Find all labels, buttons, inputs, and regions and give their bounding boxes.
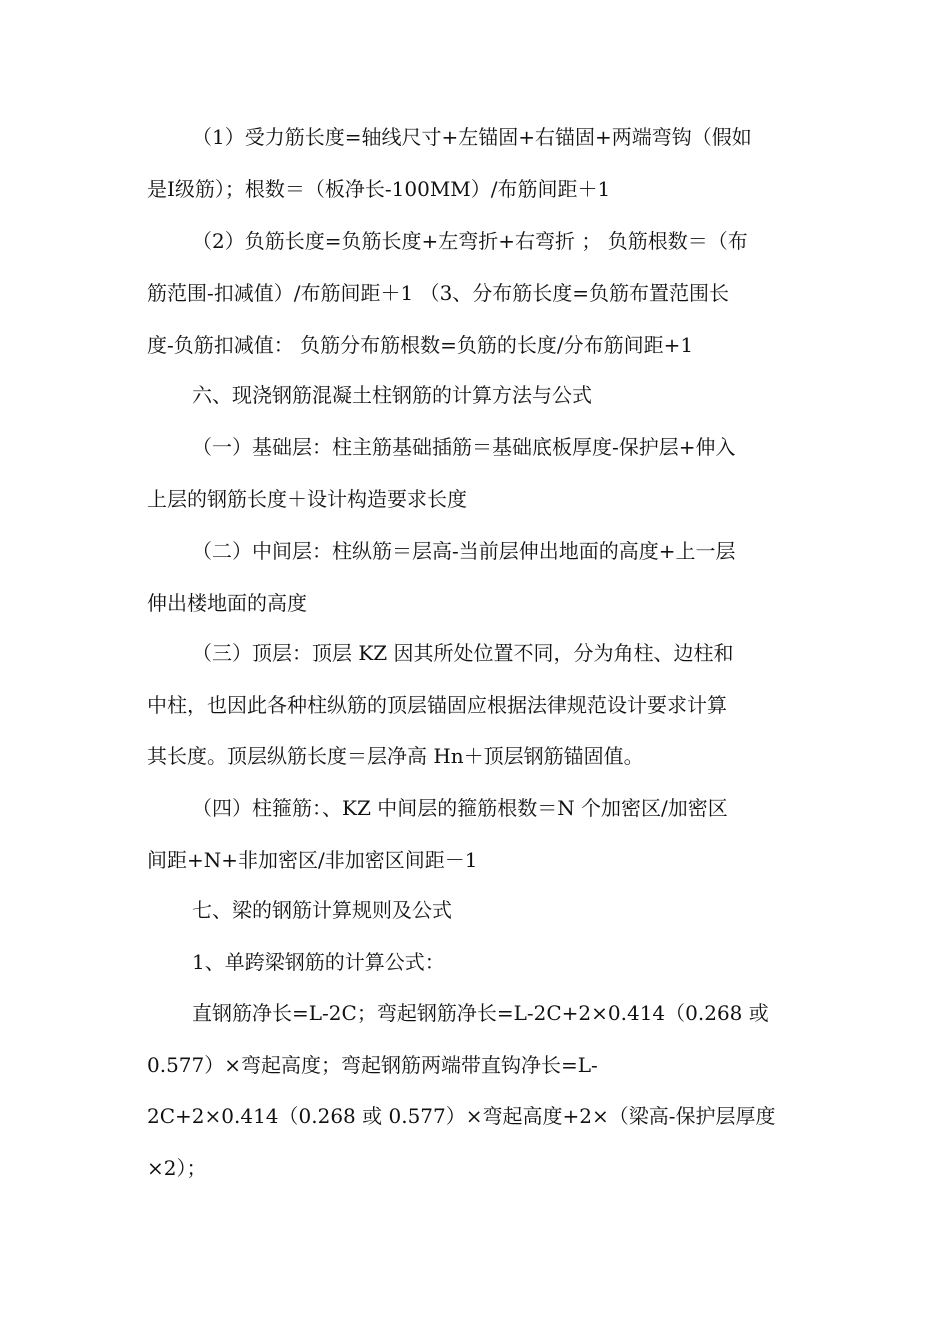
text-line-3: （2）负筋长度=负筋长度+左弯折+右弯折 ； 负筋根数＝（布 <box>192 229 748 253</box>
text-line-20: 2C+2×0.414（0.268 或 0.577）×弯起高度+2×（梁高-保护层厚度 <box>147 1104 776 1128</box>
text-line-2: 是Ⅰ级筋）；根数＝（板净长-100MM）/布筋间距＋1 <box>147 177 611 201</box>
text-line-1: （1）受力筋长度=轴线尺寸+左锚固+右锚固+两端弯钩（假如 <box>192 125 752 149</box>
text-line-7: （一）基础层：柱主筋基础插筋＝基础底板厚度-保护层+伸入 <box>192 435 736 459</box>
text-line-10: 伸出楼地面的高度 <box>147 591 307 615</box>
text-line-8: 上层的钢筋长度＋设计构造要求长度 <box>147 487 467 511</box>
text-line-21: ×2）； <box>147 1156 207 1180</box>
section-heading-six: 六、现浇钢筋混凝土柱钢筋的计算方法与公式 <box>192 383 592 407</box>
text-line-14: （四）柱箍筋：、KZ 中间层的箍筋根数＝N 个加密区/加密区 <box>192 796 728 820</box>
text-line-4: 筋范围-扣减值）/布筋间距＋1 （3、分布筋长度=负筋布置范围长 <box>147 281 730 305</box>
text-line-9: （二）中间层：柱纵筋＝层高-当前层伸出地面的高度+上一层 <box>192 539 736 563</box>
text-line-5: 度-负筋扣减值： 负筋分布筋根数=负筋的长度/分布筋间距+1 <box>147 333 694 357</box>
section-heading-seven: 七、梁的钢筋计算规则及公式 <box>192 898 452 922</box>
text-line-12: 中柱，也因此各种柱纵筋的顶层锚固应根据法律规范设计要求计算 <box>147 693 727 717</box>
text-line-11: （三）顶层：顶层 KZ 因其所处位置不同，分为角柱、边柱和 <box>192 641 734 665</box>
subheading-single-span-beam: 1、单跨梁钢筋的计算公式： <box>192 950 445 974</box>
text-line-15: 间距+N+非加密区/非加密区间距－1 <box>147 848 478 872</box>
text-line-19: 0.577）×弯起高度；弯起钢筋两端带直钩净长=L- <box>147 1053 598 1077</box>
text-line-18: 直钢筋净长=L-2C；弯起钢筋净长=L-2C+2×0.414（0.268 或 <box>192 1001 769 1025</box>
text-line-13: 其长度。顶层纵筋长度＝层净高 Hn＋顶层钢筋锚固值。 <box>147 744 644 768</box>
